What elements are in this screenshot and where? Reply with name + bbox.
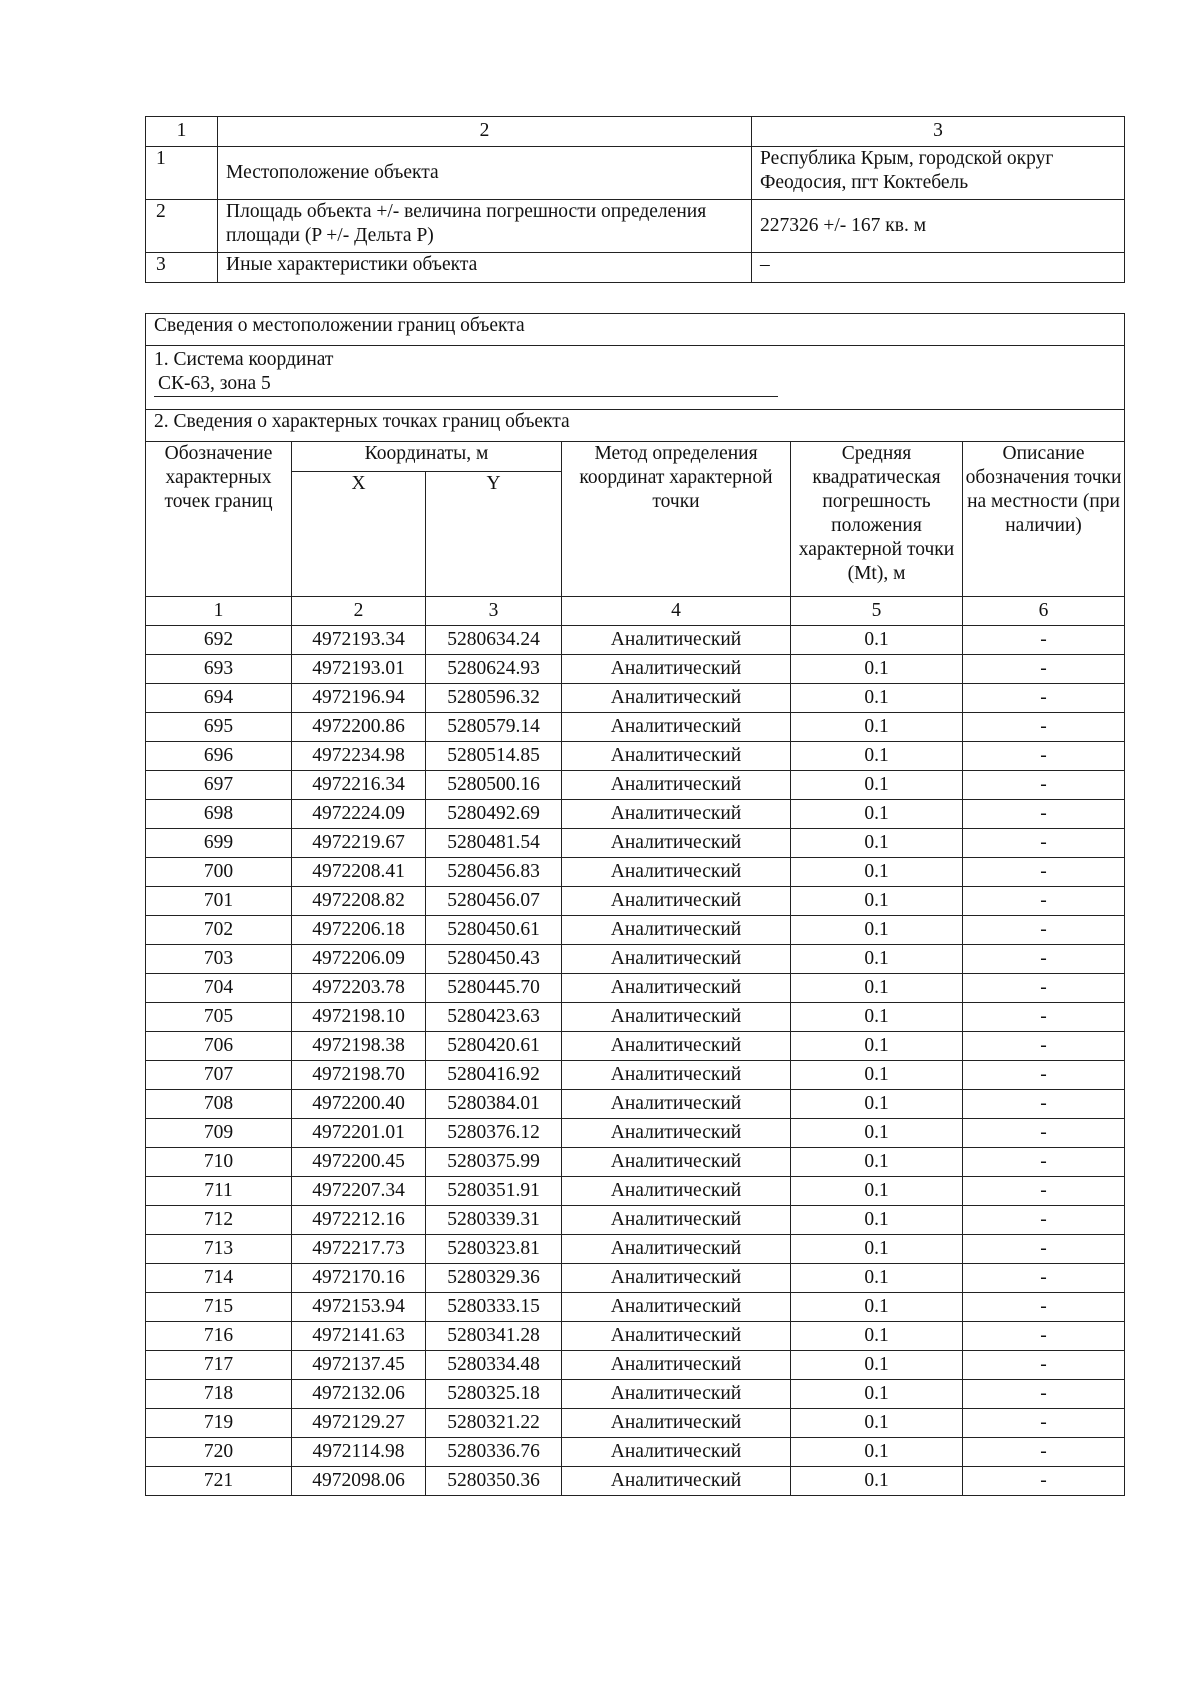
x-coord-cell: 4972208.41 — [292, 858, 426, 887]
error-cell: 0.1 — [791, 1322, 963, 1351]
object-info-row — [146, 147, 1125, 200]
y-coord-cell: 5280492.69 — [426, 800, 562, 829]
description-cell: - — [963, 1264, 1125, 1293]
y-coord-cell: 5280624.93 — [426, 655, 562, 684]
header-y: Y — [426, 472, 562, 597]
x-coord-cell: 4972198.38 — [292, 1032, 426, 1061]
description-cell: - — [963, 684, 1125, 713]
method-cell: Аналитический — [562, 713, 791, 742]
y-coord-cell: 5280634.24 — [426, 626, 562, 655]
table-row — [146, 858, 1125, 887]
method-cell: Аналитический — [562, 655, 791, 684]
error-cell: 0.1 — [791, 1264, 963, 1293]
description-cell: - — [963, 1409, 1125, 1438]
table-row — [146, 1206, 1125, 1235]
description-cell: - — [963, 713, 1125, 742]
error-cell: 0.1 — [791, 1177, 963, 1206]
header-coords: Координаты, м — [292, 442, 562, 472]
coord-system-label: 1. Система координат — [154, 349, 334, 370]
point-id-cell: 700 — [146, 858, 292, 887]
point-id-cell: 713 — [146, 1235, 292, 1264]
table-row — [146, 974, 1125, 1003]
point-id-cell: 716 — [146, 1322, 292, 1351]
description-cell: - — [963, 1351, 1125, 1380]
header-description: Описание обозначения точки на местности (при наличии) — [963, 442, 1125, 597]
description-cell: - — [963, 858, 1125, 887]
header-error: Средняя квадратическая погрешность положения характерной точки (Mt), м — [791, 442, 963, 597]
point-rows — [146, 626, 1125, 1496]
table-row — [146, 1235, 1125, 1264]
y-coord-cell: 5280481.54 — [426, 829, 562, 858]
method-cell: Аналитический — [562, 1177, 791, 1206]
location-label: Местоположение объекта — [218, 147, 752, 200]
point-id-cell: 717 — [146, 1351, 292, 1380]
y-coord-cell: 5280416.92 — [426, 1061, 562, 1090]
table-row — [146, 742, 1125, 771]
y-coord-cell: 5280351.91 — [426, 1177, 562, 1206]
error-cell: 0.1 — [791, 713, 963, 742]
point-id-cell: 707 — [146, 1061, 292, 1090]
method-cell: Аналитический — [562, 1119, 791, 1148]
x-coord-cell: 4972198.10 — [292, 1003, 426, 1032]
coord-system-row — [146, 346, 1125, 410]
table-row — [146, 1148, 1125, 1177]
x-coord-cell: 4972132.06 — [292, 1380, 426, 1409]
table-row — [146, 916, 1125, 945]
y-coord-cell: 5280329.36 — [426, 1264, 562, 1293]
error-cell: 0.1 — [791, 1090, 963, 1119]
method-cell: Аналитический — [562, 887, 791, 916]
y-coord-cell: 5280596.32 — [426, 684, 562, 713]
point-id-cell: 719 — [146, 1409, 292, 1438]
description-cell: - — [963, 887, 1125, 916]
y-coord-cell: 5280423.63 — [426, 1003, 562, 1032]
y-coord-cell: 5280450.43 — [426, 945, 562, 974]
col-header: 2 — [218, 117, 752, 147]
x-coord-cell: 4972216.34 — [292, 771, 426, 800]
point-id-cell: 704 — [146, 974, 292, 1003]
x-coord-cell: 4972200.40 — [292, 1090, 426, 1119]
error-cell: 0.1 — [791, 1003, 963, 1032]
method-cell: Аналитический — [562, 1293, 791, 1322]
error-cell: 0.1 — [791, 655, 963, 684]
point-id-cell: 718 — [146, 1380, 292, 1409]
x-coord-cell: 4972208.82 — [292, 887, 426, 916]
table-row — [146, 1119, 1125, 1148]
table-row — [146, 1293, 1125, 1322]
description-cell: - — [963, 945, 1125, 974]
table-row — [146, 713, 1125, 742]
object-info-row — [146, 253, 1125, 283]
method-cell: Аналитический — [562, 626, 791, 655]
col-number: 6 — [963, 597, 1125, 626]
error-cell: 0.1 — [791, 1206, 963, 1235]
table-row — [146, 1003, 1125, 1032]
y-coord-cell: 5280579.14 — [426, 713, 562, 742]
x-coord-cell: 4972193.01 — [292, 655, 426, 684]
col-header: 1 — [146, 117, 218, 147]
method-cell: Аналитический — [562, 1409, 791, 1438]
description-cell: - — [963, 1206, 1125, 1235]
point-id-cell: 714 — [146, 1264, 292, 1293]
description-cell: - — [963, 974, 1125, 1003]
error-cell: 0.1 — [791, 1148, 963, 1177]
y-coord-cell: 5280450.61 — [426, 916, 562, 945]
location-value: Республика Крым, городской округ Феодосия, пгт Коктебель — [752, 147, 1125, 200]
x-coord-cell: 4972170.16 — [292, 1264, 426, 1293]
y-coord-cell: 5280375.99 — [426, 1148, 562, 1177]
y-coord-cell: 5280500.16 — [426, 771, 562, 800]
boundary-points-table — [145, 313, 1125, 1496]
col-header: 3 — [752, 117, 1125, 147]
table-row — [146, 1090, 1125, 1119]
y-coord-cell: 5280384.01 — [426, 1090, 562, 1119]
method-cell: Аналитический — [562, 771, 791, 800]
y-coord-cell: 5280376.12 — [426, 1119, 562, 1148]
y-coord-cell: 5280323.81 — [426, 1235, 562, 1264]
table-row — [146, 684, 1125, 713]
method-cell: Аналитический — [562, 858, 791, 887]
y-coord-cell: 5280350.36 — [426, 1467, 562, 1496]
x-coord-cell: 4972200.45 — [292, 1148, 426, 1177]
method-cell: Аналитический — [562, 1380, 791, 1409]
points-header-row — [146, 442, 1125, 472]
point-id-cell: 701 — [146, 887, 292, 916]
error-cell: 0.1 — [791, 1235, 963, 1264]
point-id-cell: 706 — [146, 1032, 292, 1061]
method-cell: Аналитический — [562, 1206, 791, 1235]
table-row — [146, 829, 1125, 858]
x-coord-cell: 4972200.86 — [292, 713, 426, 742]
point-id-cell: 721 — [146, 1467, 292, 1496]
x-coord-cell: 4972234.98 — [292, 742, 426, 771]
x-coord-cell: 4972206.09 — [292, 945, 426, 974]
description-cell: - — [963, 1322, 1125, 1351]
col-number: 5 — [791, 597, 963, 626]
x-coord-cell: 4972141.63 — [292, 1322, 426, 1351]
error-cell: 0.1 — [791, 887, 963, 916]
y-coord-cell: 5280456.83 — [426, 858, 562, 887]
x-coord-cell: 4972201.01 — [292, 1119, 426, 1148]
other-label: Иные характеристики объекта — [218, 253, 752, 283]
area-value: 227326 +/- 167 кв. м — [752, 200, 1125, 253]
point-id-cell: 711 — [146, 1177, 292, 1206]
error-cell: 0.1 — [791, 858, 963, 887]
description-cell: - — [963, 1090, 1125, 1119]
point-id-cell: 720 — [146, 1438, 292, 1467]
x-coord-cell: 4972207.34 — [292, 1177, 426, 1206]
description-cell: - — [963, 1293, 1125, 1322]
point-id-cell: 696 — [146, 742, 292, 771]
col-number: 2 — [292, 597, 426, 626]
description-cell: - — [963, 626, 1125, 655]
method-cell: Аналитический — [562, 1235, 791, 1264]
method-cell: Аналитический — [562, 945, 791, 974]
method-cell: Аналитический — [562, 1003, 791, 1032]
y-coord-cell: 5280341.28 — [426, 1322, 562, 1351]
error-cell: 0.1 — [791, 1293, 963, 1322]
y-coord-cell: 5280456.07 — [426, 887, 562, 916]
error-cell: 0.1 — [791, 800, 963, 829]
object-info-header-row — [146, 117, 1125, 147]
x-coord-cell: 4972137.45 — [292, 1351, 426, 1380]
y-coord-cell: 5280321.22 — [426, 1409, 562, 1438]
method-cell: Аналитический — [562, 974, 791, 1003]
x-coord-cell: 4972224.09 — [292, 800, 426, 829]
table-row — [146, 945, 1125, 974]
col-number: 3 — [426, 597, 562, 626]
table-row — [146, 1032, 1125, 1061]
other-value: – — [752, 253, 1125, 283]
point-id-cell: 709 — [146, 1119, 292, 1148]
point-id-cell: 715 — [146, 1293, 292, 1322]
point-id-cell: 698 — [146, 800, 292, 829]
error-cell: 0.1 — [791, 684, 963, 713]
table-row — [146, 1264, 1125, 1293]
object-info-table — [145, 116, 1125, 283]
header-x: X — [292, 472, 426, 597]
point-id-cell: 697 — [146, 771, 292, 800]
description-cell: - — [963, 742, 1125, 771]
x-coord-cell: 4972098.06 — [292, 1467, 426, 1496]
row-number: 3 — [146, 253, 218, 283]
point-id-cell: 692 — [146, 626, 292, 655]
method-cell: Аналитический — [562, 800, 791, 829]
error-cell: 0.1 — [791, 1467, 963, 1496]
table-row — [146, 1380, 1125, 1409]
description-cell: - — [963, 1061, 1125, 1090]
table-row — [146, 887, 1125, 916]
method-cell: Аналитический — [562, 1351, 791, 1380]
point-id-cell: 702 — [146, 916, 292, 945]
error-cell: 0.1 — [791, 1351, 963, 1380]
x-coord-cell: 4972217.73 — [292, 1235, 426, 1264]
x-coord-cell: 4972203.78 — [292, 974, 426, 1003]
coord-system-value: СК-63, зона 5 — [154, 372, 778, 397]
error-cell: 0.1 — [791, 742, 963, 771]
column-numbers-row — [146, 597, 1125, 626]
description-cell: - — [963, 771, 1125, 800]
x-coord-cell: 4972114.98 — [292, 1438, 426, 1467]
table-row — [146, 1351, 1125, 1380]
point-id-cell: 703 — [146, 945, 292, 974]
table-row — [146, 1061, 1125, 1090]
point-id-cell: 699 — [146, 829, 292, 858]
description-cell: - — [963, 1438, 1125, 1467]
x-coord-cell: 4972198.70 — [292, 1061, 426, 1090]
description-cell: - — [963, 916, 1125, 945]
y-coord-cell: 5280420.61 — [426, 1032, 562, 1061]
method-cell: Аналитический — [562, 1467, 791, 1496]
error-cell: 0.1 — [791, 1438, 963, 1467]
x-coord-cell: 4972129.27 — [292, 1409, 426, 1438]
method-cell: Аналитический — [562, 684, 791, 713]
error-cell: 0.1 — [791, 916, 963, 945]
header-point: Обозначение характерных точек границ — [146, 442, 292, 597]
error-cell: 0.1 — [791, 829, 963, 858]
section-title-row — [146, 314, 1125, 346]
point-id-cell: 712 — [146, 1206, 292, 1235]
table-row — [146, 1467, 1125, 1496]
y-coord-cell: 5280325.18 — [426, 1380, 562, 1409]
row-number: 1 — [146, 147, 218, 200]
method-cell: Аналитический — [562, 742, 791, 771]
table-row — [146, 1438, 1125, 1467]
table-row — [146, 1409, 1125, 1438]
x-coord-cell: 4972153.94 — [292, 1293, 426, 1322]
method-cell: Аналитический — [562, 916, 791, 945]
method-cell: Аналитический — [562, 1438, 791, 1467]
description-cell: - — [963, 655, 1125, 684]
table-row — [146, 626, 1125, 655]
col-number: 4 — [562, 597, 791, 626]
point-id-cell: 705 — [146, 1003, 292, 1032]
point-id-cell: 708 — [146, 1090, 292, 1119]
method-cell: Аналитический — [562, 1148, 791, 1177]
description-cell: - — [963, 1032, 1125, 1061]
y-coord-cell: 5280445.70 — [426, 974, 562, 1003]
object-info-row — [146, 200, 1125, 253]
table-row — [146, 771, 1125, 800]
point-id-cell: 693 — [146, 655, 292, 684]
table-row — [146, 1177, 1125, 1206]
section-title: Сведения о местоположении границ объекта — [146, 314, 1125, 346]
row-number: 2 — [146, 200, 218, 253]
error-cell: 0.1 — [791, 1380, 963, 1409]
error-cell: 0.1 — [791, 626, 963, 655]
point-id-cell: 695 — [146, 713, 292, 742]
y-coord-cell: 5280339.31 — [426, 1206, 562, 1235]
error-cell: 0.1 — [791, 771, 963, 800]
y-coord-cell: 5280334.48 — [426, 1351, 562, 1380]
y-coord-cell: 5280336.76 — [426, 1438, 562, 1467]
method-cell: Аналитический — [562, 829, 791, 858]
table-row — [146, 800, 1125, 829]
area-label: Площадь объекта +/- величина погрешности определения площади (P +/- Дельта P) — [218, 200, 752, 253]
method-cell: Аналитический — [562, 1061, 791, 1090]
description-cell: - — [963, 1177, 1125, 1206]
error-cell: 0.1 — [791, 974, 963, 1003]
point-id-cell: 694 — [146, 684, 292, 713]
table-row — [146, 655, 1125, 684]
method-cell: Аналитический — [562, 1090, 791, 1119]
error-cell: 0.1 — [791, 1409, 963, 1438]
error-cell: 0.1 — [791, 1119, 963, 1148]
x-coord-cell: 4972219.67 — [292, 829, 426, 858]
error-cell: 0.1 — [791, 1032, 963, 1061]
description-cell: - — [963, 1148, 1125, 1177]
table-row — [146, 1322, 1125, 1351]
description-cell: - — [963, 1467, 1125, 1496]
x-coord-cell: 4972196.94 — [292, 684, 426, 713]
description-cell: - — [963, 829, 1125, 858]
y-coord-cell: 5280514.85 — [426, 742, 562, 771]
header-method: Метод определения координат характерной точки — [562, 442, 791, 597]
error-cell: 0.1 — [791, 945, 963, 974]
description-cell: - — [963, 1380, 1125, 1409]
method-cell: Аналитический — [562, 1264, 791, 1293]
x-coord-cell: 4972212.16 — [292, 1206, 426, 1235]
y-coord-cell: 5280333.15 — [426, 1293, 562, 1322]
method-cell: Аналитический — [562, 1032, 791, 1061]
x-coord-cell: 4972193.34 — [292, 626, 426, 655]
description-cell: - — [963, 1119, 1125, 1148]
description-cell: - — [963, 1003, 1125, 1032]
method-cell: Аналитический — [562, 1322, 791, 1351]
points-title: 2. Сведения о характерных точках границ объекта — [146, 410, 1125, 442]
col-number: 1 — [146, 597, 292, 626]
error-cell: 0.1 — [791, 1061, 963, 1090]
description-cell: - — [963, 1235, 1125, 1264]
description-cell: - — [963, 800, 1125, 829]
x-coord-cell: 4972206.18 — [292, 916, 426, 945]
point-id-cell: 710 — [146, 1148, 292, 1177]
points-title-row — [146, 410, 1125, 442]
